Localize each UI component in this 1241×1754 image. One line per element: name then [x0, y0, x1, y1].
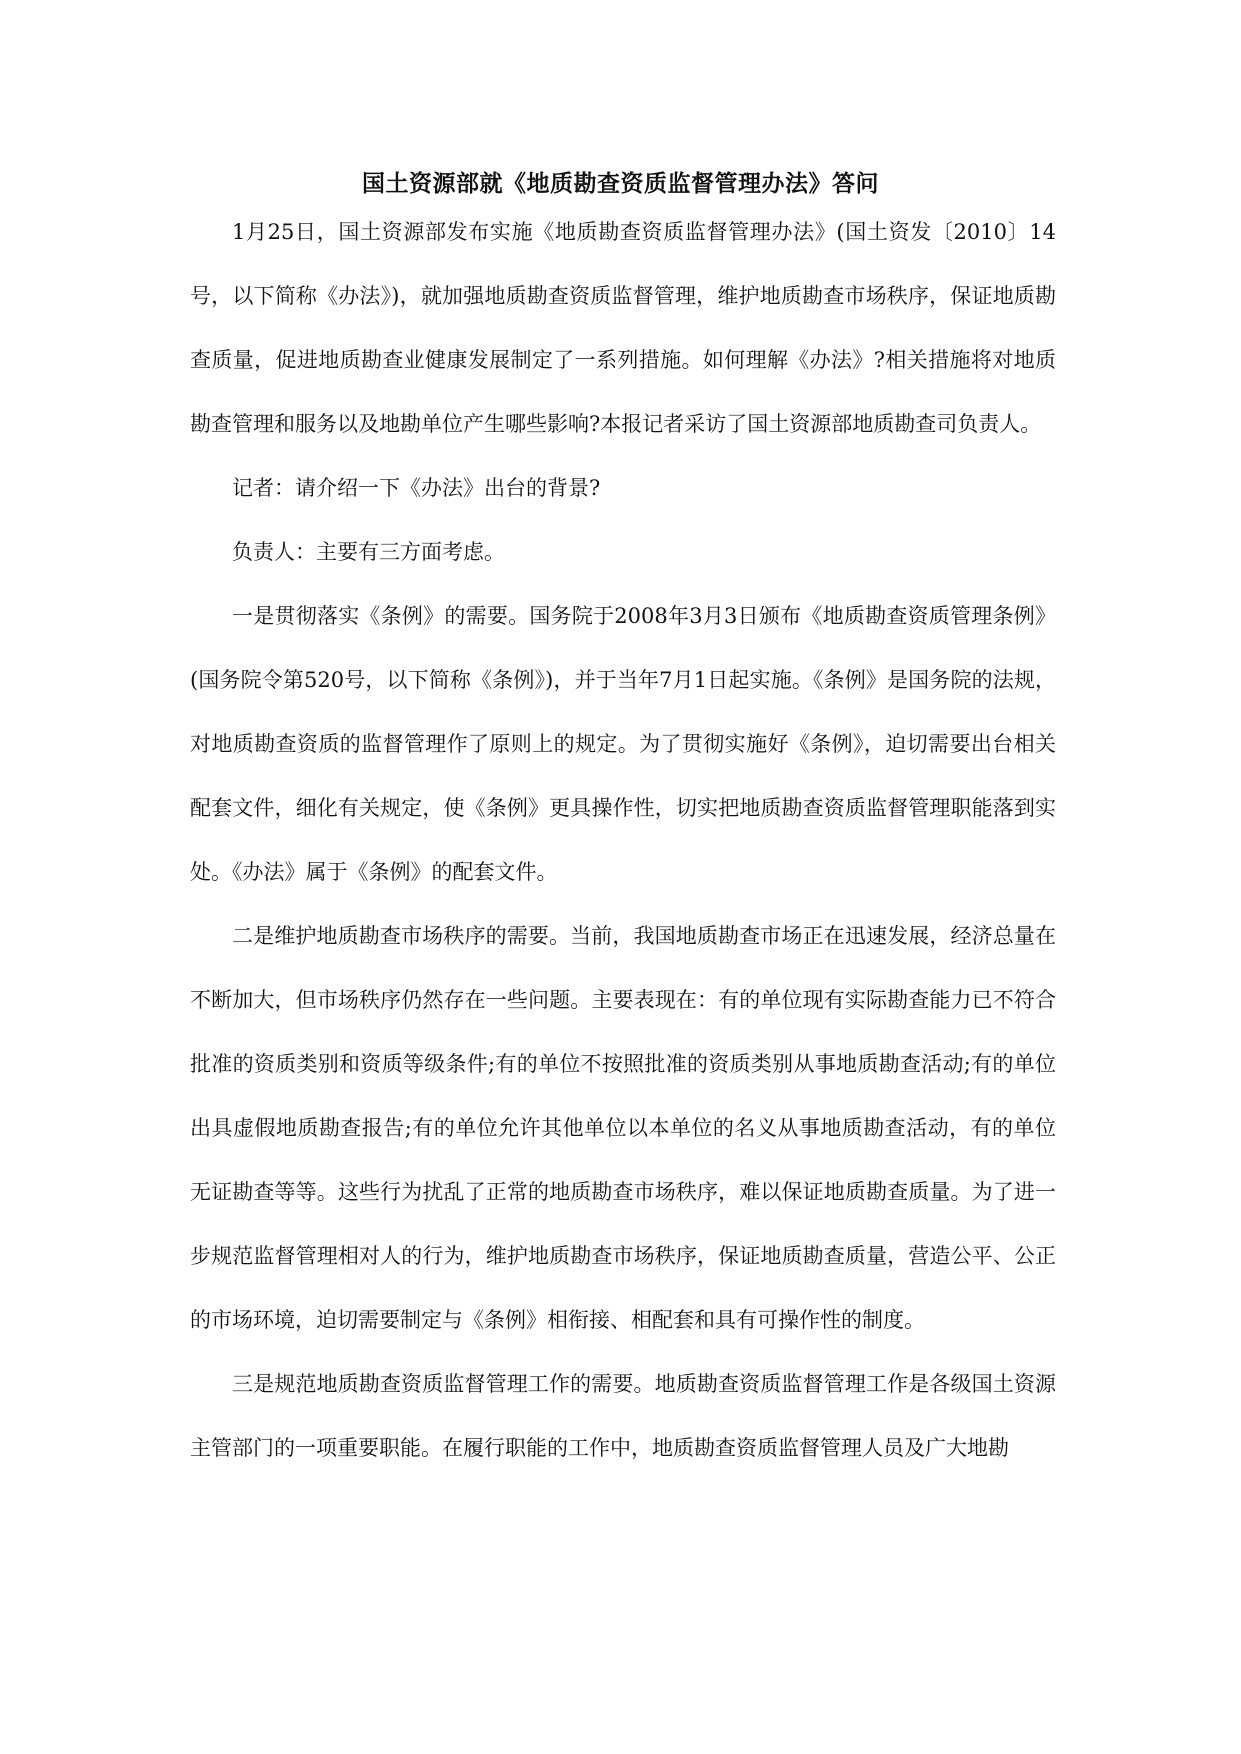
paragraph-official-answer: 负责人：主要有三方面考虑。	[232, 540, 505, 564]
paragraph-intro: 1月25日，国土资源部发布实施《地质勘查资质监督管理办法》(国土资发〔2010〕14号，以下简称《办法》)，就加强地质勘查资质监督管理，维护地质勘查市场秩序，保证地质勘查质量，促进地质勘查业健康发展制定了一系列措施。如何理解《办法》?相关措施将对地质勘查管理和服务以及地勘单位产生哪些影响?本报记者采访了国土资源部地质勘查司负责人。	[190, 220, 1057, 436]
paragraph-reason-one: 一是贯彻落实《条例》的需要。国务院于2008年3月3日颁布《地质勘查资质管理条例》(国务院令第520号，以下简称《条例》)，并于当年7月1日起实施。《条例》是国务院的法规，对地质勘查资质的监督管理作了原则上的规定。为了贯彻实施好《条例》，迫切需要出台相关配套文件，细化有关规定，使《条例》更具操作性，切实把地质勘查资质监督管理职能落到实处。《办法》属于《条例》的配套文件。	[190, 604, 1056, 884]
document-title: 国土资源部就《地质勘查资质监督管理办法》答问	[362, 170, 879, 197]
document-body	[190, 200, 1056, 1480]
paragraph-reporter-question: 记者：请介绍一下《办法》出台的背景?	[232, 476, 601, 500]
paragraph-reason-two: 二是维护地质勘查市场秩序的需要。当前，我国地质勘查市场正在迅速发展，经济总量在不断加大，但市场秩序仍然存在一些问题。主要表现在：有的单位现有实际勘查能力已不符合批准的资质类别和资质等级条件;有的单位不按照批准的资质类别从事地质勘查活动;有的单位出具虚假地质勘查报告;有的单位允许其他单位以本单位的名义从事地质勘查活动，有的单位无证勘查等等。这些行为扰乱了正常的地质勘查市场秩序，难以保证地质勘查质量。为了进一步规范监督管理相对人的行为，维护地质勘查市场秩序，保证地质勘查质量，营造公平、公正的市场环境，迫切需要制定与《条例》相衔接、相配套和具有可操作性的制度。	[190, 924, 1056, 1332]
paragraph-reason-three: 三是规范地质勘查资质监督管理工作的需要。地质勘查资质监督管理工作是各级国土资源主管部门的一项重要职能。在履行职能的工作中，地质勘查资质监督管理人员及广大地勘	[190, 1372, 1056, 1460]
